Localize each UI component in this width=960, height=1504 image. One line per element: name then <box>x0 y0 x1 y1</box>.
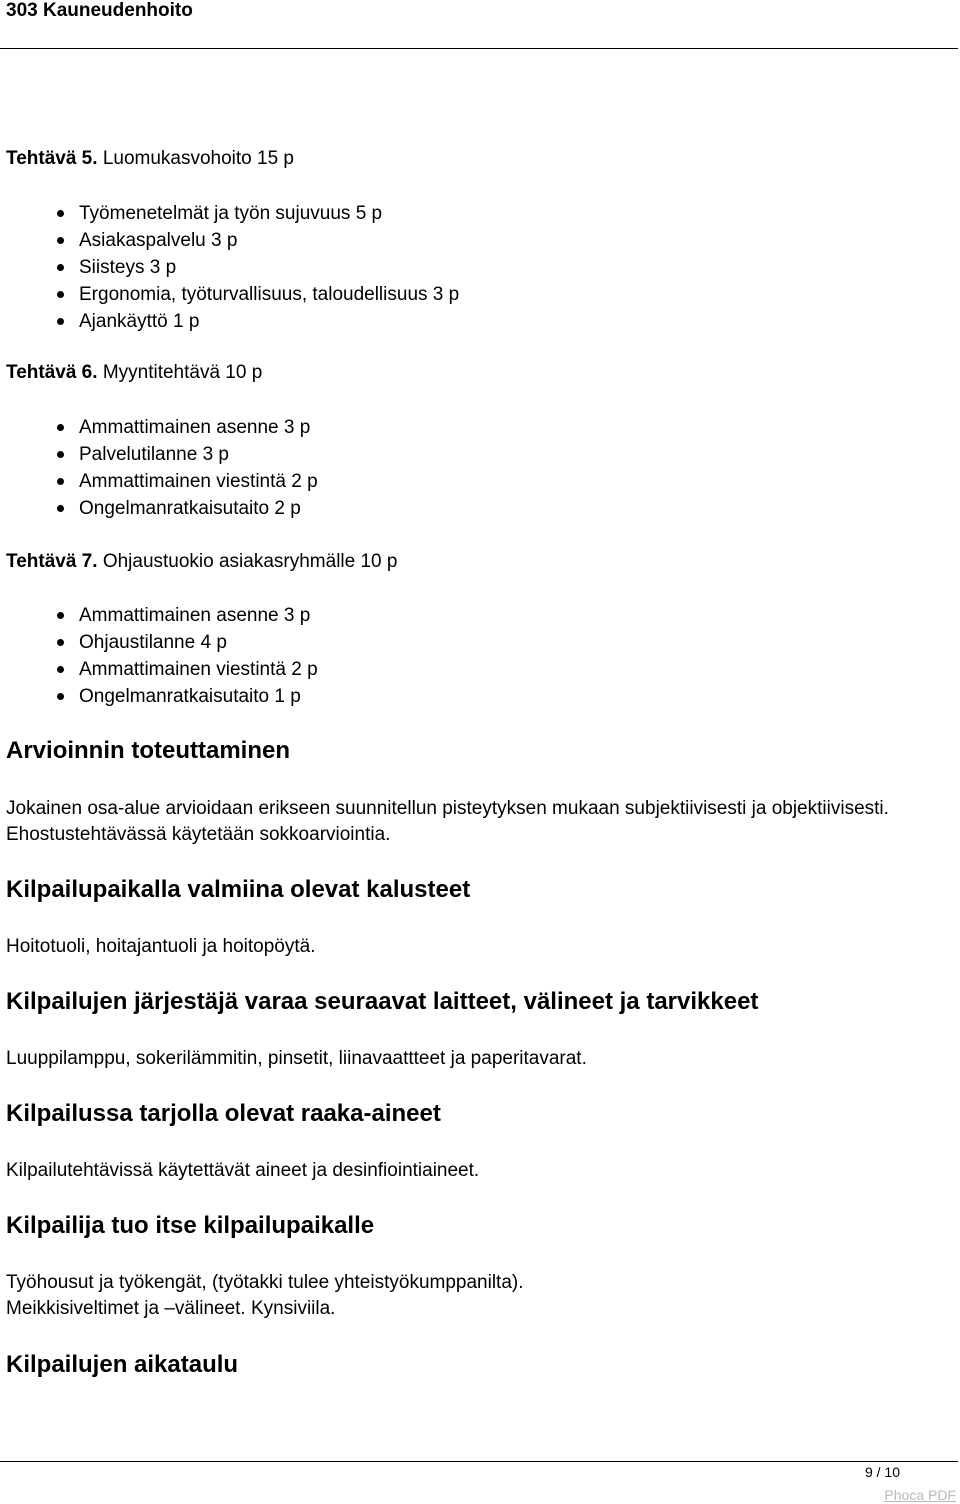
section-heading-kalusteet: Kilpailupaikalla valmiina olevat kalusteet <box>6 876 471 903</box>
section-heading-aikataulu: Kilpailujen aikataulu <box>6 1351 239 1378</box>
page-header-title: 303 Kauneudenhoito <box>6 0 193 21</box>
section-body-kalusteet: Hoitotuoli, hoitajantuoli ja hoitopöytä. <box>6 936 316 957</box>
list-item: Ongelmanratkaisutaito 2 p <box>0 495 318 522</box>
header-divider <box>0 48 958 49</box>
task-label: Tehtävä 7. <box>6 551 98 572</box>
task-7-line <box>6 550 397 574</box>
list-item: Ammattimainen asenne 3 p <box>0 602 318 629</box>
list-item: Ammattimainen asenne 3 p <box>0 414 318 441</box>
list-item: Ergonomia, työturvallisuus, taloudellisuus 3 p <box>0 281 459 308</box>
section-heading-raaka-aineet: Kilpailussa tarjolla olevat raaka-aineet <box>6 1100 441 1127</box>
list-item: Siisteys 3 p <box>0 254 459 281</box>
task-5-criteria <box>0 200 459 335</box>
task-title: Myyntitehtävä 10 p <box>102 362 263 383</box>
section-body-raaka-aineet: Kilpailutehtävissä käytettävät aineet ja desinfiointiaineet. <box>6 1160 480 1181</box>
section-heading-laitteet: Kilpailujen järjestäjä varaa seuraavat laitteet, välineet ja tarvikkeet <box>6 988 759 1015</box>
task-7-criteria <box>0 602 318 710</box>
section-body-tuo-itse-line-1: Työhousut ja työkengät, (työtakki tulee yhteistyökumppanilta). <box>6 1272 524 1293</box>
section-body-laitteet: Luuppilamppu, sokerilämmitin, pinsetit, liinavaattteet ja paperitavarat. <box>6 1048 587 1069</box>
task-5-line <box>6 147 294 171</box>
task-6-criteria <box>0 414 318 522</box>
section-body-tuo-itse-line-2: Meikkisiveltimet ja –välineet. Kynsiviila. <box>6 1298 336 1319</box>
task-label: Tehtävä 6. <box>6 362 98 383</box>
page-number: 9 / 10 <box>864 1464 900 1480</box>
section-heading-arviointi: Arvioinnin toteuttaminen <box>6 737 290 764</box>
task-6-line <box>6 361 262 385</box>
list-item: Ongelmanratkaisutaito 1 p <box>0 683 318 710</box>
footer-divider <box>0 1461 958 1462</box>
list-item: Asiakaspalvelu 3 p <box>0 227 459 254</box>
list-item: Ohjaustilanne 4 p <box>0 629 318 656</box>
list-item: Ammattimainen viestintä 2 p <box>0 656 318 683</box>
list-item: Palvelutilanne 3 p <box>0 441 318 468</box>
phoca-pdf-link[interactable]: Phoca PDF <box>884 1487 956 1503</box>
task-title: Luomukasvohoito 15 p <box>102 148 294 169</box>
section-heading-tuo-itse: Kilpailija tuo itse kilpailupaikalle <box>6 1212 375 1239</box>
list-item: Työmenetelmät ja työn sujuvuus 5 p <box>0 200 459 227</box>
task-label: Tehtävä 5. <box>6 148 98 169</box>
list-item: Ammattimainen viestintä 2 p <box>0 468 318 495</box>
task-title: Ohjaustuokio asiakasryhmälle 10 p <box>102 551 398 572</box>
section-body-arviointi: Jokainen osa-alue arvioidaan erikseen suunnitellun pisteytyksen mukaan subjektiivisesti ja objektiivisesti. Ehostustehtävässä käytetään sokkoarviointia. <box>6 798 889 845</box>
list-item: Ajankäyttö 1 p <box>0 308 459 335</box>
